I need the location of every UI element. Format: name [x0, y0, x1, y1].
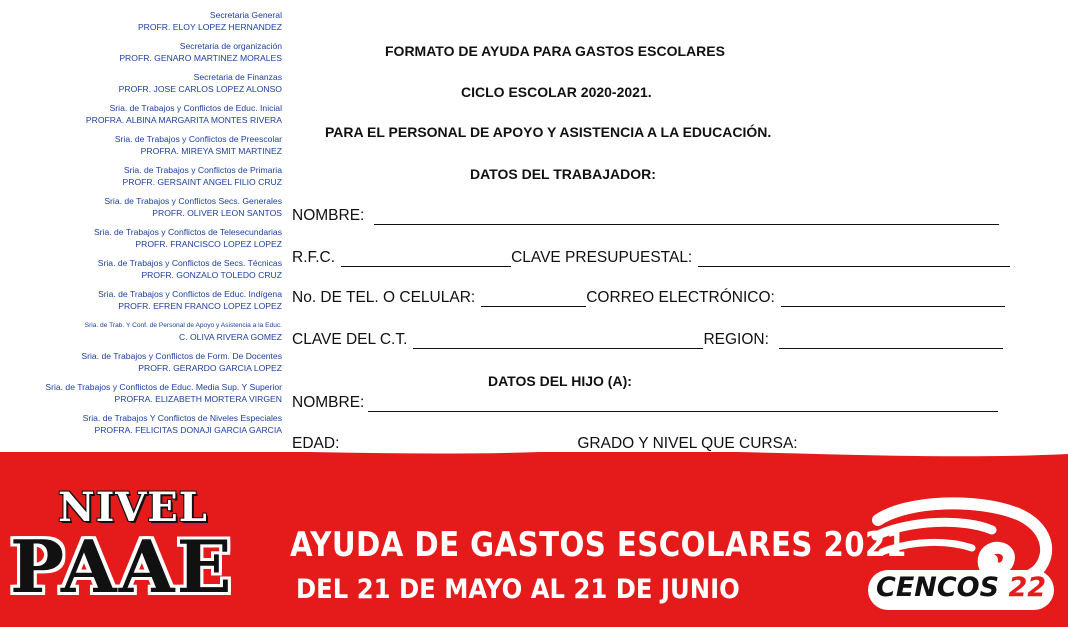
form-cycle: CICLO ESCOLAR 2020-2021. [461, 84, 652, 100]
official-role: Secretaria General [209, 10, 282, 20]
official-name: PROFRA. MIREYA SMIT MARTINEZ [140, 145, 282, 156]
phone-label: No. DE TEL. O CELULAR: [292, 289, 476, 306]
officials-list [0, 10, 282, 444]
official-role: Sria. de Trabajos y Conflictos de Primaria [123, 165, 282, 175]
logo-number: 22 [1008, 572, 1047, 603]
official-role: Sria. de Trabajos y Conflictos de Form. De Docentes [81, 351, 282, 361]
official-name: PROFR. GERSAINT ANGEL FILIO CRUZ [122, 176, 282, 187]
official-role: Secretaria de Finanzas [193, 72, 282, 82]
budget-key-label: CLAVE PRESUPUESTAL: [511, 249, 693, 266]
official-entry [0, 258, 282, 281]
official-name: PROFRA. ELIZABETH MORTERA VIRGEN [114, 393, 282, 404]
ct-row [292, 331, 1003, 349]
banner-wave-shape [0, 452, 1068, 482]
official-name: PROFR. EFREN FRANCO LOPEZ LOPEZ [118, 300, 282, 311]
official-role: Sria. de Trabajos y Conflictos Secs. Generales [104, 196, 282, 206]
official-role: Sria. de Trabajos y Conflictos de Educ. Inicial [109, 103, 282, 113]
rfc-field[interactable] [341, 253, 511, 267]
official-name: PROFR. ELOY LOPEZ HERNANDEZ [137, 21, 282, 32]
banner-headline: AYUDA DE GASTOS ESCOLARES 2021 [290, 525, 907, 565]
worker-section-heading: DATOS DEL TRABAJADOR: [470, 166, 656, 182]
official-entry [0, 289, 282, 312]
form-title: FORMATO DE AYUDA PARA GASTOS ESCOLARES [385, 43, 725, 59]
official-name: PROFRA. ALBINA MARGARITA MONTES RIVERA [85, 114, 282, 125]
ct-key-field[interactable] [413, 335, 703, 349]
level-name: PAAE [10, 524, 234, 609]
grade-label: GRADO Y NIVEL QUE CURSA: [577, 435, 798, 452]
rfc-row [292, 249, 1010, 267]
age-field[interactable] [343, 439, 571, 453]
age-grade-row [292, 435, 994, 453]
age-label: EDAD: [292, 435, 340, 452]
official-role: Sria. de Trabajos y Conflictos de Educ. Media Sup. Y Superior [45, 382, 282, 392]
child-name-row [292, 394, 998, 412]
official-name: PROFR. GERARDO GARCIA LOPEZ [138, 362, 282, 373]
official-role: Sria. de Trabajos y Conflictos de Preescolar [114, 134, 282, 144]
official-entry [0, 103, 282, 126]
phone-field[interactable] [481, 293, 586, 307]
official-name: PROFR. OLIVER LEON SANTOS [152, 207, 282, 218]
official-role: Sria. de Trabajos Y Conflictos de Niveles Especiales [82, 413, 282, 423]
grade-field[interactable] [804, 439, 994, 453]
official-entry [0, 227, 282, 250]
official-role: Secretaria de organización [179, 41, 282, 51]
phone-row [292, 289, 1005, 307]
official-name: PROFRA. FELICITAS DONAJI GARCIA GARCIA [94, 424, 282, 435]
official-name: PROFR. JOSE CARLOS LOPEZ ALONSO [118, 83, 282, 94]
official-name: C. OLIVA RIVERA GOMEZ [179, 331, 282, 342]
region-label: REGION: [703, 331, 769, 348]
official-role: Sria. de Trabajos y Conflictos de Telesecundarias [93, 227, 282, 237]
form-audience: PARA EL PERSONAL DE APOYO Y ASISTENCIA A LA EDUCACIÓN. [325, 124, 772, 140]
official-name: PROFR. GENARO MARTINEZ MORALES [119, 52, 282, 63]
email-label: CORREO ELECTRÓNICO: [586, 289, 775, 306]
child-name-label: NOMBRE: [292, 394, 365, 411]
banner-dates: DEL 21 DE MAYO AL 21 DE JUNIO [296, 574, 740, 605]
worker-name-field[interactable] [374, 211, 999, 225]
official-role: Sria. de Trabajos y Conflictos de Educ. Indígena [98, 289, 282, 299]
official-entry [0, 351, 282, 374]
official-entry [0, 413, 282, 436]
official-entry [0, 382, 282, 405]
official-entry [0, 165, 282, 188]
official-entry [0, 10, 282, 33]
official-role: Sria. de Trab. Y Conf. de Personal de Apoyo y Asistencia a la Educ. [84, 322, 282, 329]
child-name-field[interactable] [368, 398, 998, 412]
official-role: Sria. de Trabajos y Conflictos de Secs. Técnicas [97, 258, 282, 268]
budget-key-field[interactable] [698, 253, 1010, 267]
official-entry [0, 196, 282, 219]
rfc-label: R.F.C. [292, 249, 336, 266]
ct-key-label: CLAVE DEL C.T. [292, 331, 408, 348]
official-entry [0, 41, 282, 64]
child-section-heading: DATOS DEL HIJO (A): [488, 373, 632, 389]
worker-name-label: NOMBRE: [292, 207, 365, 224]
official-name: PROFR. FRANCISCO LOPEZ LOPEZ [135, 238, 282, 249]
logo-name: CENCOS [876, 572, 1000, 603]
region-field[interactable] [779, 335, 1003, 349]
level-label: NIVEL [58, 484, 208, 531]
logo-text [876, 572, 1046, 603]
worker-name-row [292, 207, 999, 225]
official-entry [0, 72, 282, 95]
email-field[interactable] [781, 293, 1005, 307]
official-entry [0, 134, 282, 157]
official-name: PROFR. GONZALO TOLEDO CRUZ [141, 269, 282, 280]
official-entry [0, 320, 282, 343]
